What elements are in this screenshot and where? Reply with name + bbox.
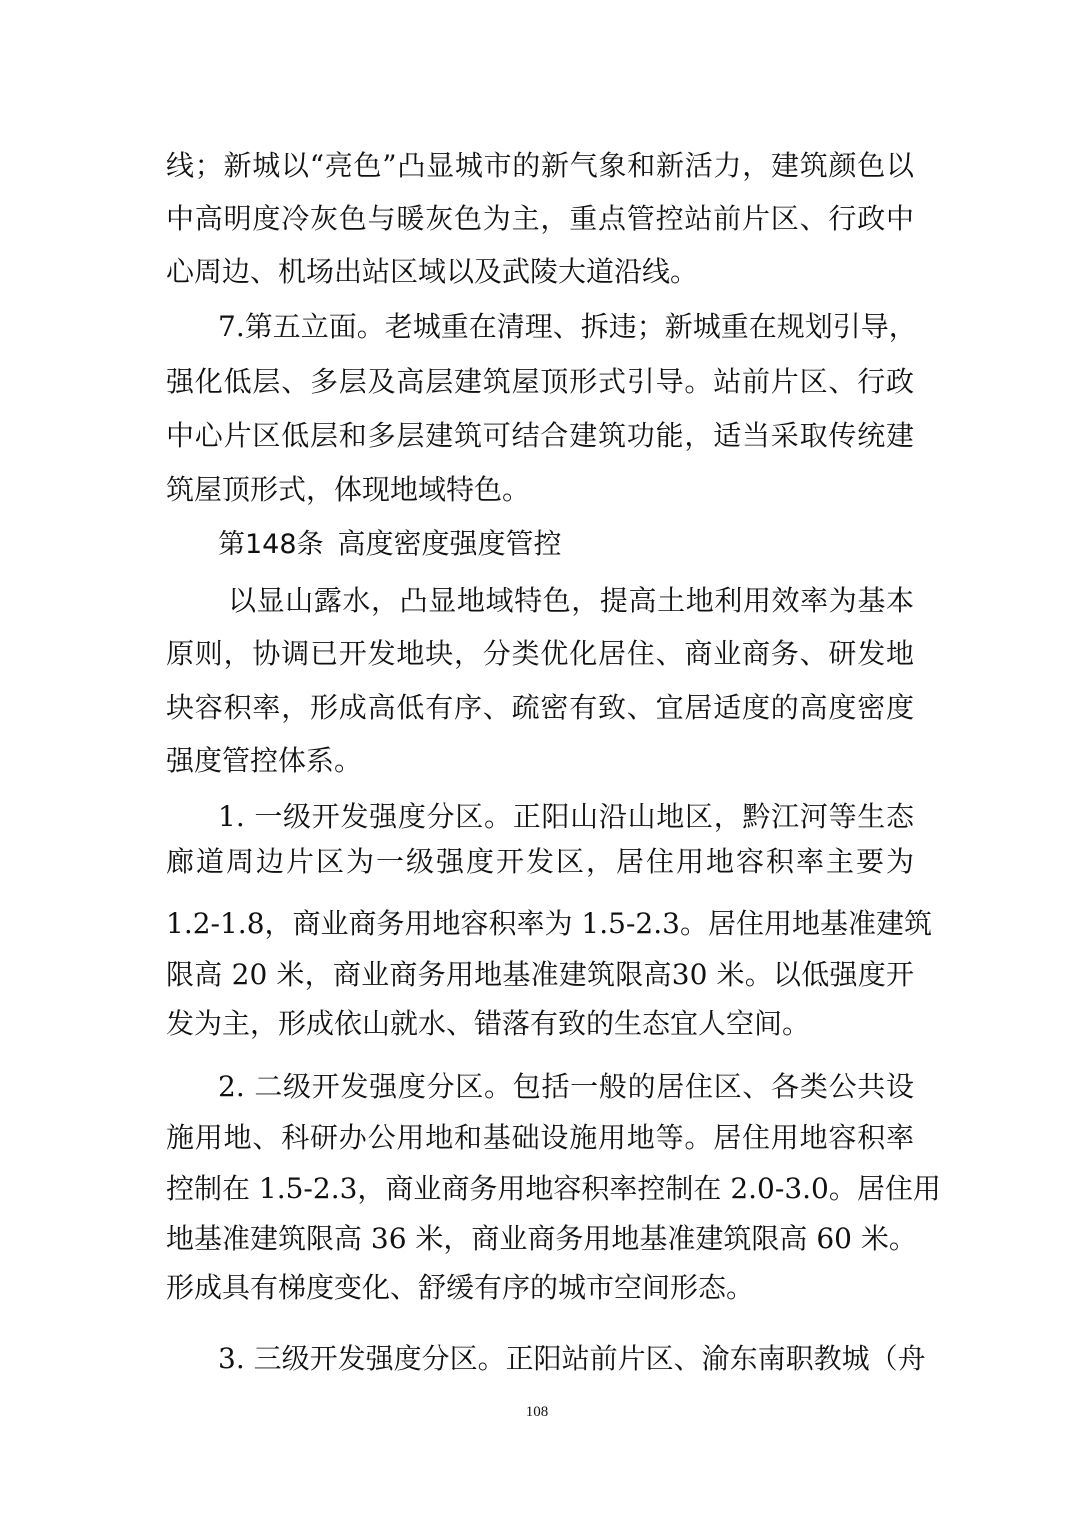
text-line: 1.2-1.8，商业商务用地容积率为 1.5-2.3。居住用地基准建筑	[166, 907, 932, 940]
text-line: 筑屋顶形式，体现地域特色。	[166, 473, 531, 506]
text-line: 以显山露水，凸显地域特色，提高土地利用效率为基本	[228, 584, 914, 617]
article-number: 第148条	[218, 529, 324, 560]
text-line: 1. 一级开发强度分区。正阳山沿山地区，黔江河等生态	[218, 800, 914, 833]
text-line: 强度管控体系。	[166, 744, 363, 777]
text-line: 强化低层、多层及高层建筑屋顶形式引导。站前片区、行政	[166, 365, 914, 398]
text-line: 块容积率，形成高低有序、疏密有致、宜居适度的高度密度	[166, 691, 914, 724]
text-line: 廊道周边片区为一级强度开发区，居住用地容积率主要为	[166, 845, 914, 878]
text-line: 3. 三级开发强度分区。正阳站前片区、渝东南职教城（舟	[218, 1342, 926, 1375]
text-line: 形成具有梯度变化、舒缓有序的城市空间形态。	[166, 1271, 755, 1304]
text-line: 中心片区低层和多层建筑可结合建筑功能，适当采取传统建	[166, 419, 914, 452]
text-line: 中高明度冷灰色与暖灰色为主，重点管控站前片区、行政中	[166, 202, 914, 235]
text-line: 地基准建筑限高 36 米，商业商务用地基准建筑限高 60 米。	[166, 1222, 917, 1255]
text-line: 7.第五立面。老城重在清理、拆违；新城重在规划引导，	[218, 310, 917, 343]
text-line: 限高 20 米，商业商务用地基准建筑限高30 米。以低强度开	[166, 958, 914, 991]
page-number: 108	[525, 1404, 549, 1420]
text-line: 2. 二级开发强度分区。包括一般的居住区、各类公共设	[218, 1070, 914, 1103]
text-line: 线；新城以“亮色”凸显城市的新气象和新活力，建筑颜色以	[166, 149, 914, 182]
text-line: 原则，协调已开发地块，分类优化居住、商业商务、研发地	[166, 637, 914, 670]
text-line: 控制在 1.5-2.3，商业商务用地容积率控制在 2.0-3.0。居住用	[166, 1172, 941, 1205]
article-heading	[218, 524, 562, 564]
text-line: 发为主，形成依山就水、错落有致的生态宜人空间。	[166, 1007, 811, 1040]
text-line: 施用地、科研办公用地和基础设施用地等。居住用地容积率	[166, 1121, 914, 1154]
text-line: 心周边、机场出站区域以及武陵大道沿线。	[166, 255, 699, 288]
article-title: 高度密度强度管控	[337, 527, 562, 560]
